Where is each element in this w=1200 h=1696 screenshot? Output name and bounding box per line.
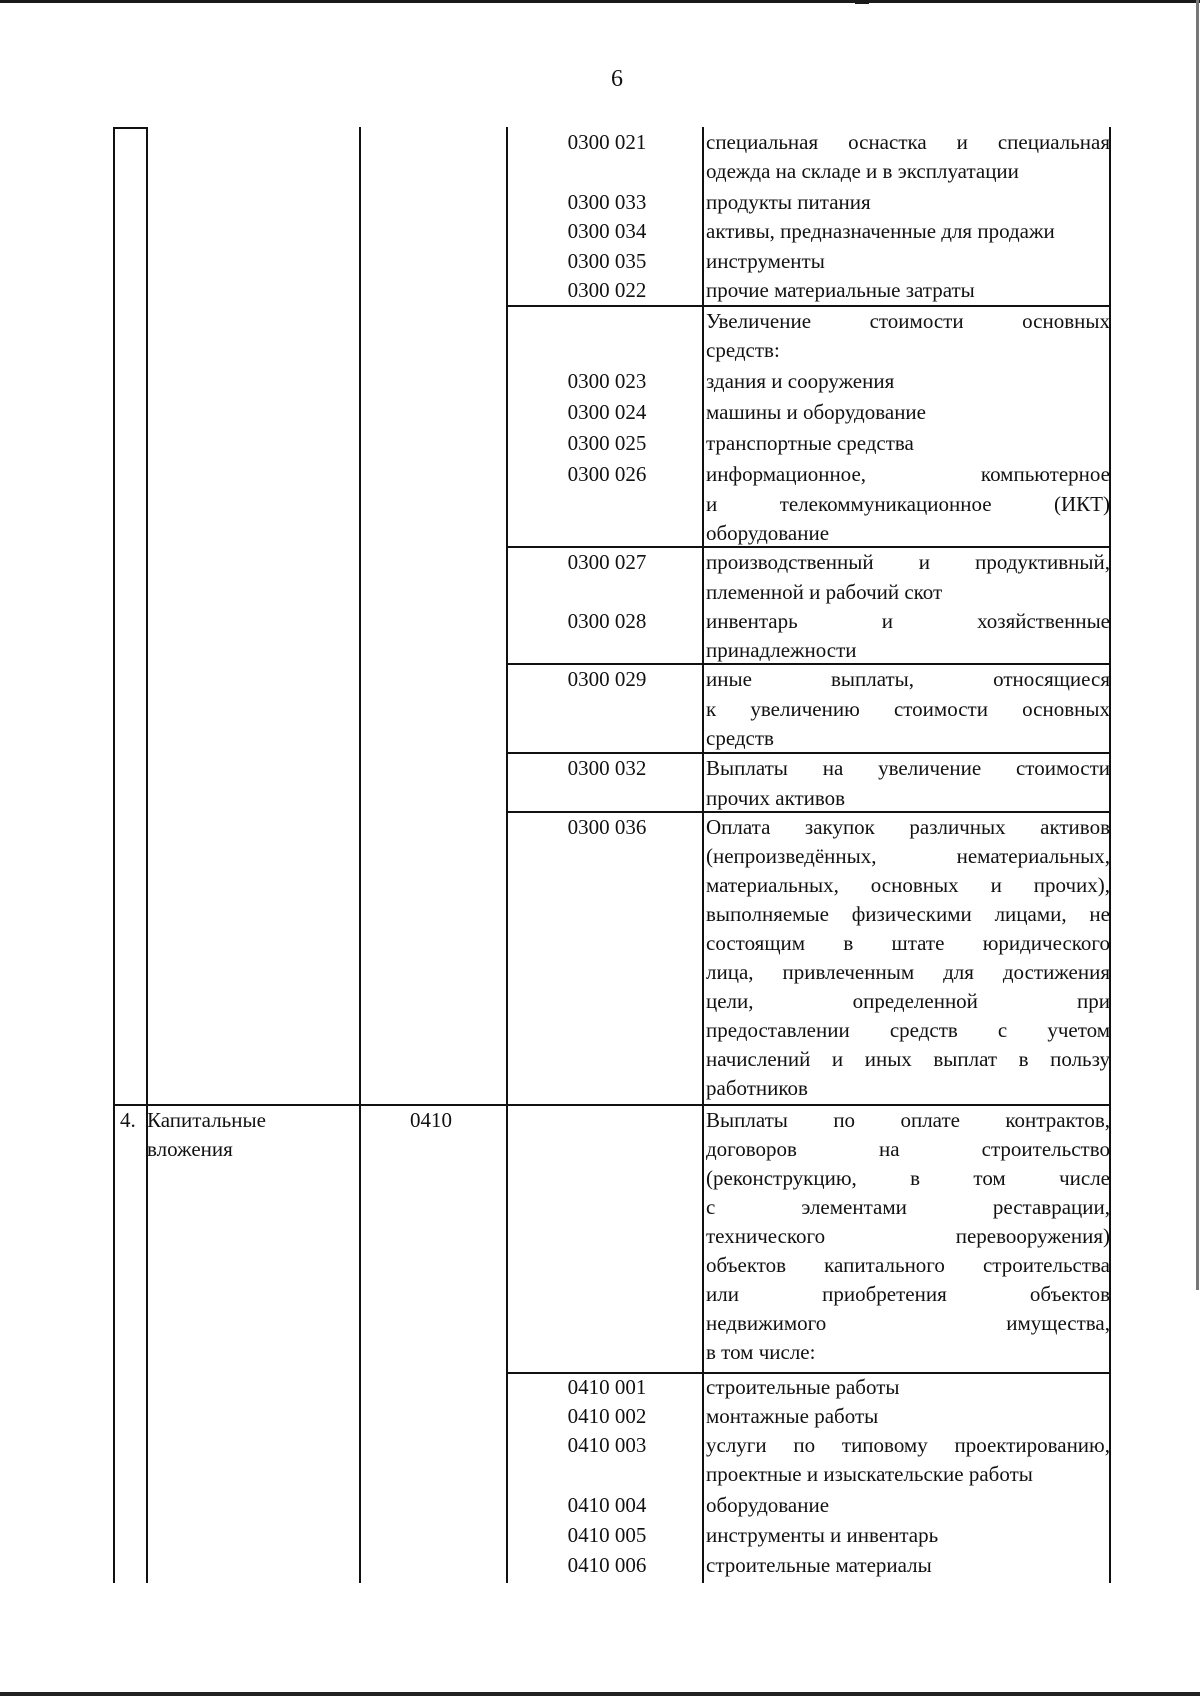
table-divider-subcode: [702, 127, 704, 1583]
section-name-line: вложения: [147, 1137, 233, 1161]
table-top-cap: [113, 127, 148, 129]
code-cell: 0410 001: [567, 1375, 647, 1399]
description-line: машины и оборудование: [706, 400, 926, 424]
code-cell: 0300 022: [567, 278, 647, 302]
description-line: технического перевооружения): [706, 1224, 1110, 1248]
scan-edge-right: [1196, 0, 1199, 1290]
code-cell: 0300 032: [567, 756, 647, 780]
description-line: или приобретения объектов: [706, 1282, 1110, 1306]
section-code: 0410: [410, 1108, 452, 1132]
description-line: инструменты и инвентарь: [706, 1523, 939, 1547]
scan-edge-bottom: [0, 1692, 1200, 1696]
description-line: (реконструкцию, в том числе: [706, 1166, 1110, 1190]
description-line: с элементами реставрации,: [706, 1195, 1110, 1219]
description-line: средств: [706, 726, 774, 750]
description-line: здания и сооружения: [706, 369, 895, 393]
code-cell: 0300 028: [567, 609, 647, 633]
description-line: в том числе:: [706, 1340, 816, 1364]
description-line: монтажные работы: [706, 1404, 879, 1428]
description-line: одежда на складе и в эксплуатации: [706, 159, 1019, 183]
description-line: Выплаты по оплате контрактов,: [706, 1108, 1110, 1132]
description-line: племенной и рабочий скот: [706, 580, 943, 604]
code-cell: 0410 005: [567, 1523, 647, 1547]
description-line: материальных, основных и прочих),: [706, 873, 1110, 897]
description-line: принадлежности: [706, 638, 857, 662]
scan-mark-top: [855, 0, 869, 4]
code-cell: 0300 021: [567, 130, 647, 154]
code-cell: 0300 036: [567, 815, 647, 839]
description-line: (непроизведённых, нематериальных,: [706, 844, 1110, 868]
description-line: оборудование: [706, 1493, 830, 1517]
section-name-line: Капитальные: [147, 1108, 266, 1132]
description-line: лица, привлеченным для достижения: [706, 960, 1110, 984]
table-border-left: [113, 127, 115, 1583]
code-cell: 0410 004: [567, 1493, 647, 1517]
description-line: предоставлении средств с учетом: [706, 1018, 1110, 1042]
code-cell: 0300 026: [567, 462, 647, 486]
code-cell: 0300 023: [567, 369, 647, 393]
description-line: активы, предназначенные для продажи: [706, 219, 1055, 243]
code-cell: 0410 003: [567, 1433, 647, 1457]
description-line: строительные материалы: [706, 1553, 932, 1577]
code-cell: 0410 002: [567, 1404, 647, 1428]
code-cell: 0300 027: [567, 550, 647, 574]
code-cell: 0300 025: [567, 431, 647, 455]
description-line: специальная оснастка и специальная: [706, 130, 1110, 154]
table-divider-name: [359, 127, 361, 1583]
description-line: начислений и иных выплат в пользу: [706, 1047, 1110, 1071]
description-line: недвижимого имущества,: [706, 1311, 1110, 1335]
description-line: Увеличение стоимости основных: [706, 309, 1110, 333]
description-line: Выплаты на увеличение стоимости: [706, 756, 1110, 780]
description-line: цели, определенной при: [706, 989, 1110, 1013]
description-line: состоящим в штате юридического: [706, 931, 1110, 955]
description-line: выполняемые физическими лицами, не: [706, 902, 1110, 926]
description-line: оборудование: [706, 521, 830, 545]
code-cell: 0300 034: [567, 219, 647, 243]
description-line: к увеличению стоимости основных: [706, 697, 1110, 721]
description-line: Оплата закупок различных активов: [706, 815, 1110, 839]
description-line: транспортные средства: [706, 431, 914, 455]
section-number: 4.: [120, 1108, 136, 1132]
description-line: договоров на строительство: [706, 1137, 1110, 1161]
description-line: работников: [706, 1076, 808, 1100]
code-cell: 0300 029: [567, 667, 647, 691]
code-cell: 0300 035: [567, 249, 647, 273]
description-line: строительные работы: [706, 1375, 900, 1399]
description-line: производственный и продуктивный,: [706, 550, 1110, 574]
description-line: прочих активов: [706, 786, 846, 810]
description-line: объектов капитального строительства: [706, 1253, 1110, 1277]
description-line: иные выплаты, относящиеся: [706, 667, 1110, 691]
description-line: инвентарь и хозяйственные: [706, 609, 1110, 633]
code-cell: 0300 024: [567, 400, 647, 424]
description-line: инструменты: [706, 249, 825, 273]
description-line: средств:: [706, 338, 780, 362]
page-number: 6: [611, 66, 623, 92]
description-line: продукты питания: [706, 190, 871, 214]
description-line: информационное, компьютерное: [706, 462, 1110, 486]
description-line: проектные и изыскательские работы: [706, 1462, 1033, 1486]
code-cell: 0410 006: [567, 1553, 647, 1577]
description-line: прочие материальные затраты: [706, 278, 975, 302]
code-cell: 0300 033: [567, 190, 647, 214]
table-divider-code: [506, 127, 508, 1583]
table-divider-number: [146, 127, 148, 1583]
scan-edge-top: [0, 0, 1200, 3]
description-line: услуги по типовому проектированию,: [706, 1433, 1110, 1457]
description-line: и телекоммуникационное (ИКТ): [706, 492, 1110, 516]
